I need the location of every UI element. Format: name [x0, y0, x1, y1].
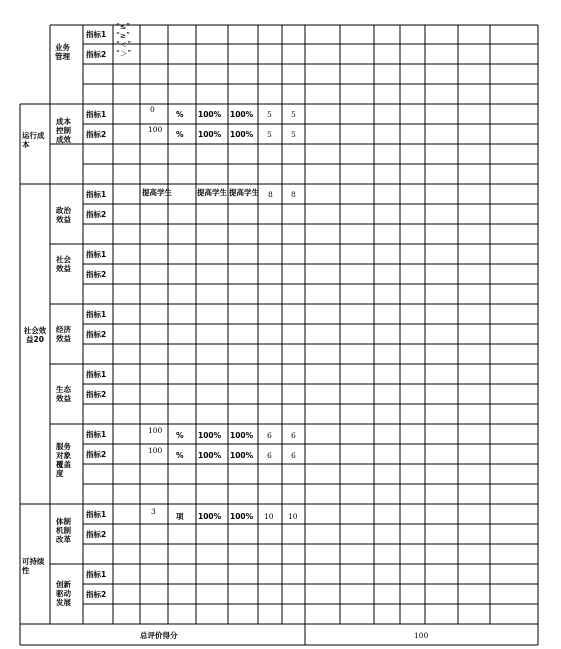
cost-row1-target: 0	[150, 105, 155, 114]
reform-score: 10	[288, 512, 298, 521]
service-row2-score: 6	[291, 451, 296, 460]
service-row1-unit: %	[176, 431, 184, 440]
indicator-label: 指标2	[86, 210, 107, 219]
reform-weight: 10	[264, 512, 274, 521]
category-mechanism-reform: 体制机制改革	[56, 517, 71, 544]
service-row2-completion: 100%	[198, 451, 222, 460]
political-target: 提高学生	[142, 188, 172, 197]
political-weight: 8	[268, 190, 273, 199]
reform-target: 3	[151, 507, 156, 516]
service-row2-unit: %	[176, 451, 184, 460]
service-row2-weight: 6	[267, 451, 272, 460]
cost-row1-unit: %	[176, 110, 184, 119]
cost-row2-completion: 100%	[198, 130, 222, 139]
indicator-label: 指标2	[86, 450, 107, 459]
category-ecology: 生态效益	[56, 385, 71, 403]
section-operating-cost: 运行成本	[22, 131, 45, 149]
indicator-label: 指标1	[86, 250, 107, 259]
political-unit: 提高学生	[197, 188, 227, 197]
cost-row1-completion: 100%	[198, 110, 222, 119]
indicator-label: 指标1	[86, 430, 107, 439]
service-row1-completion: 100%	[198, 431, 222, 440]
service-row2-score-rate: 100%	[230, 451, 254, 460]
category-business-mgmt: 业务管理	[55, 43, 70, 61]
category-economy: 经济效益	[56, 325, 71, 343]
cost-row1-score: 5	[291, 110, 296, 119]
indicator-label: 指标2	[86, 50, 107, 59]
service-row1-score: 6	[291, 431, 296, 440]
cost-row2-weight: 5	[267, 130, 272, 139]
indicator-label: 指标2	[86, 590, 107, 599]
section-social-benefit: 社会效益20	[23, 326, 47, 344]
indicator-label: 指标1	[86, 190, 107, 199]
cost-row2-score-rate: 100%	[230, 130, 254, 139]
category-political: 政治效益	[56, 206, 71, 224]
service-row1-weight: 6	[267, 431, 272, 440]
category-social: 社会效益	[56, 255, 71, 273]
indicator-label: 指标2	[86, 530, 107, 539]
cost-row1-score-rate: 100%	[230, 110, 254, 119]
indicator-label: 指标1	[86, 110, 107, 119]
section-sustainability: 可持续性	[22, 557, 45, 575]
indicator-label: 指标1	[86, 30, 107, 39]
indicator-label: 指标1	[86, 570, 107, 579]
compare-mark: “＜”	[116, 40, 132, 49]
political-score: 8	[291, 190, 296, 199]
indicator-label: 指标2	[86, 390, 107, 399]
indicator-label: 指标1	[86, 370, 107, 379]
compare-mark: “≥”	[116, 31, 131, 40]
indicator-label: 指标2	[86, 330, 107, 339]
total-score-value: 100	[414, 631, 429, 640]
indicator-label: 指标1	[86, 510, 107, 519]
total-score-label: 总评价得分	[140, 631, 178, 640]
political-completion: 提高学生	[229, 188, 259, 197]
cost-row2-score: 5	[291, 130, 296, 139]
category-innovation: 创新驱动发展	[56, 580, 71, 607]
compare-mark: “≤”	[116, 22, 131, 31]
category-service-coverage: 服务对象覆盖度	[56, 442, 71, 478]
compare-mark: “＞”	[116, 49, 132, 58]
indicator-label: 指标2	[86, 270, 107, 279]
indicator-label: 指标2	[86, 130, 107, 139]
indicator-label: 指标1	[86, 310, 107, 319]
service-row1-score-rate: 100%	[230, 431, 254, 440]
service-row1-target: 100	[148, 426, 163, 435]
service-row2-target: 100	[148, 446, 163, 455]
cost-row2-unit: %	[176, 130, 184, 139]
reform-score-rate: 100%	[230, 512, 254, 521]
cost-row2-target: 100	[148, 125, 163, 134]
reform-unit: 项	[176, 512, 184, 521]
category-cost-control: 成本控制成效	[56, 117, 71, 144]
reform-completion: 100%	[198, 512, 222, 521]
cost-row1-weight: 5	[267, 110, 272, 119]
